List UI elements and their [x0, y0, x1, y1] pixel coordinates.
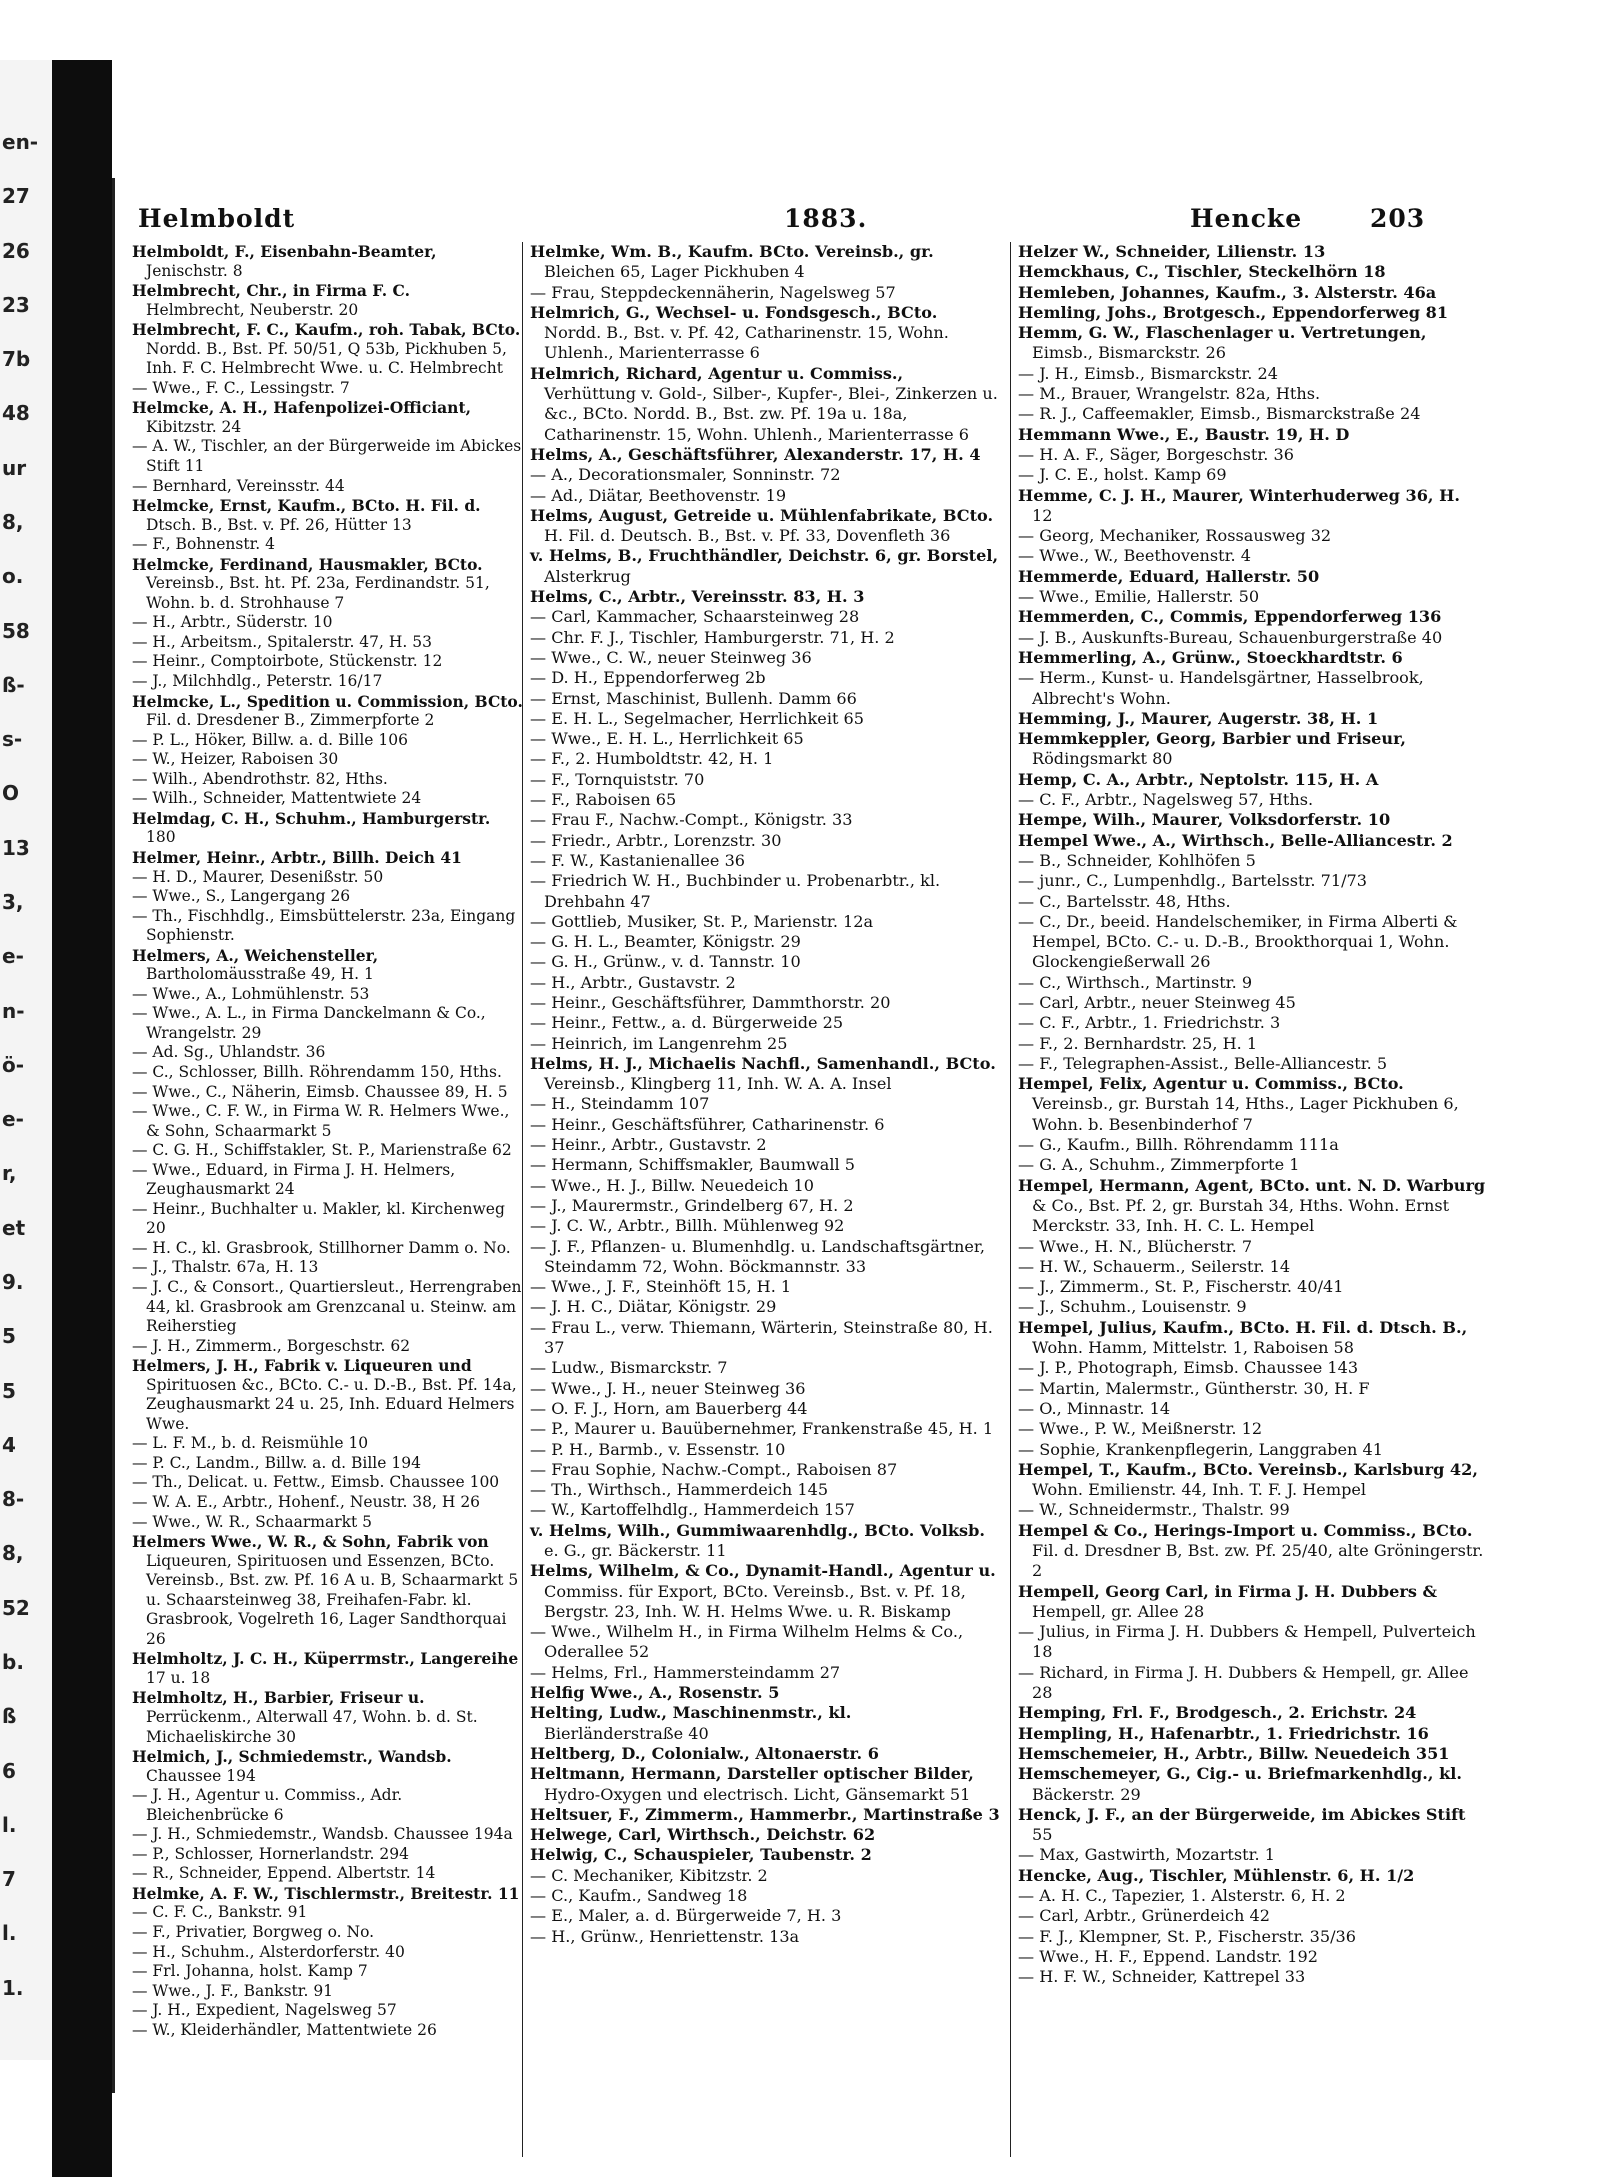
directory-entry: — W., Kleiderhändler, Mattentwiete 26 — [132, 2020, 437, 2039]
directory-entry: — W., Kartoffelhdlg., Hammerdeich 157 — [530, 1500, 855, 1520]
directory-entry: Helmbrecht, Chr., in Firma F. C. Helmbrecht, Neuberstr. 20 — [132, 281, 411, 319]
header-right-word: Hencke — [1190, 204, 1303, 233]
header-year: 1883. — [784, 204, 868, 233]
directory-entry: Helmrich, G., Wechsel- u. Fondsgesch., BCto. Nordd. B., Bst. v. Pf. 42, Catharinenstr. 15, Wohn. Uhlenh., Marienterrasse 6 — [530, 302, 949, 363]
directory-entry: — Wwe., A., Lohmühlenstr. 53 — [132, 984, 370, 1003]
previous-page-fragment: 8, — [2, 510, 24, 534]
directory-entry: — H., Arbtr., Gustavstr. 2 — [530, 972, 736, 992]
previous-page-fragment: s- — [2, 727, 23, 752]
previous-page-fragment: ö- — [2, 1052, 25, 1077]
directory-entry: Helmholtz, H., Barbier, Friseur u. Perrückenm., Alterwall 47, Wohn. b. d. St. Michaeliskirche 30 — [132, 1688, 478, 1746]
directory-entry: — C., Bartelsstr. 48, Hths. — [1018, 891, 1231, 911]
directory-entry: — F., Raboisen 65 — [530, 790, 677, 810]
page-left-rule — [112, 178, 115, 2093]
directory-entry: Helmers, J. H., Fabrik v. Liqueuren und Spirituosen &c., BCto. C.- u. D.-B., Bst. Pf. 14a, Zeughausmarkt 24 u. 25, Inh. Eduard Helmers Wwe. — [132, 1356, 517, 1433]
directory-entry: — Wwe., C., Näherin, Eimsb. Chaussee 89, H. 5 — [132, 1082, 508, 1101]
directory-entry: Heltmann, Hermann, Darsteller optischer Bilder, Hydro-Oxygen und electrisch. Licht, Gänsemarkt 51 — [530, 1764, 974, 1804]
directory-entry: — C. G. H., Schiffstakler, St. P., Marienstraße 62 — [132, 1141, 512, 1160]
directory-entry: — Wwe., A. L., in Firma Danckelmann & Co., Wrangelstr. 29 — [132, 1004, 486, 1042]
directory-entry: Hemp, C. A., Arbtr., Neptolstr. 115, H. A — [1018, 769, 1379, 789]
directory-entry: — F., Telegraphen-Assist., Belle-Alliancestr. 5 — [1018, 1053, 1388, 1073]
directory-entry: Hemmann Wwe., E., Baustr. 19, H. D — [1018, 424, 1350, 444]
directory-entry: — junr., C., Lumpenhdlg., Bartelsstr. 71/73 — [1018, 871, 1368, 891]
directory-entry: Helmke, Wm. B., Kaufm. BCto. Vereinsb., gr. Bleichen 65, Lager Pickhuben 4 — [530, 242, 934, 282]
directory-entry: — Wwe., C. F. W., in Firma W. R. Helmers Wwe., & Sohn, Schaarmarkt 5 — [132, 1102, 510, 1140]
directory-entry: — Wwe., Emilie, Hallerstr. 50 — [1018, 587, 1260, 607]
directory-entry: Hempling, H., Hafenarbtr., 1. Friedrichstr. 16 — [1018, 1723, 1429, 1743]
directory-entry: — Carl, Arbtr., Grünerdeich 42 — [1018, 1906, 1270, 1926]
previous-page-fragment: en- — [2, 130, 39, 154]
column-divider-2 — [1010, 242, 1011, 2157]
directory-entry: — Chr. F. J., Tischler, Hamburgerstr. 71, H. 2 — [530, 627, 895, 647]
directory-entry: Hemm, G. W., Flaschenlager u. Vertretungen, Eimsb., Bismarckstr. 26 — [1018, 323, 1427, 363]
directory-entry: — J., Schuhm., Louisenstr. 9 — [1018, 1297, 1247, 1317]
directory-entry: Helmbrecht, F. C., Kaufm., roh. Tabak, BCto. Nordd. B., Bst. Pf. 50/51, Q 53b, Pickhuben 5, Inh. F. C. Helmbrecht Wwe. u. C. Helmbrecht — [132, 320, 521, 378]
directory-entry: — Wwe., H. N., Blücherstr. 7 — [1018, 1236, 1253, 1256]
directory-entry: — Heinr., Buchhalter u. Makler, kl. Kirchenweg 20 — [132, 1199, 505, 1238]
directory-entry: — G. H., Grünw., v. d. Tannstr. 10 — [530, 952, 801, 972]
directory-entry: — Wwe., J. F., Steinhöft 15, H. 1 — [530, 1277, 792, 1297]
previous-page-fragment: 23 — [2, 292, 30, 317]
previous-page-fragment: ß — [2, 1704, 17, 1729]
directory-entry: — P., Schlosser, Hornerlandstr. 294 — [132, 1844, 409, 1863]
header-left-word: Helmboldt — [138, 204, 296, 233]
directory-entry: Hemmerden, C., Commis, Eppendorferweg 136 — [1018, 607, 1442, 627]
previous-page-fragment: 13 — [2, 835, 30, 860]
directory-entry: Hemling, Johs., Brotgesch., Eppendorferweg 81 — [1018, 302, 1449, 322]
directory-entry: — Wwe., Wilhelm H., in Firma Wilhelm Helms & Co., Oderallee 52 — [530, 1622, 964, 1662]
previous-page-fragment: 26 — [2, 238, 30, 263]
previous-page-fragment: et — [2, 1215, 26, 1240]
directory-entry: — A. H. C., Tapezier, 1. Alsterstr. 6, H. 2 — [1018, 1886, 1346, 1906]
directory-entry: — Wilh., Schneider, Mattentwiete 24 — [132, 789, 422, 808]
directory-entry: — C., Wirthsch., Martinstr. 9 — [1018, 972, 1253, 992]
directory-entry: Hempell, Georg Carl, in Firma J. H. Dubbers & Hempell, gr. Allee 28 — [1018, 1581, 1438, 1621]
directory-entry: Helms, Wilhelm, & Co., Dynamit-Handl., Agentur u. Commiss. für Export, BCto. Vereinsb., Bst. v. Pf. 18, Bergstr. 23, Inh. W. H. Helms Wwe. u. R. Biskamp — [530, 1561, 996, 1621]
directory-entry: — G. H. L., Beamter, Königstr. 29 — [530, 932, 801, 952]
directory-entry: — Wwe., H. F., Eppend. Landstr. 192 — [1018, 1946, 1318, 1966]
directory-entry: — J. H., Eimsb., Bismarckstr. 24 — [1018, 363, 1278, 383]
previous-page-fragment: r, — [2, 1161, 17, 1186]
directory-entry: — Wwe., Eduard, in Firma J. H. Helmers, Zeughausmarkt 24 — [132, 1160, 456, 1199]
directory-entry: — Friedr., Arbtr., Lorenzstr. 30 — [530, 830, 782, 850]
previous-page-fragment: ß- — [2, 672, 25, 697]
directory-entry: Hemping, Frl. F., Brodgesch., 2. Erichstr. 24 — [1018, 1703, 1417, 1723]
previous-page-fragment: O — [2, 781, 20, 806]
directory-entry: Helmers, A., Weichensteller, Bartholomäusstraße 49, H. 1 — [132, 945, 379, 984]
directory-entry: — Wwe., J. F., Bankstr. 91 — [132, 1981, 334, 2000]
directory-entry: Hemmerde, Eduard, Hallerstr. 50 — [1018, 566, 1320, 586]
previous-page-fragment: 58 — [2, 618, 30, 643]
directory-entry: — J. P., Photograph, Eimsb. Chaussee 143 — [1018, 1358, 1359, 1378]
directory-entry: — Heinr., Arbtr., Gustavstr. 2 — [530, 1135, 767, 1155]
directory-entry: Helmcke, L., Spedition u. Commission, BCto. Fil. d. Dresdener B., Zimmerpforte 2 — [132, 691, 523, 730]
directory-entry: Hencke, Aug., Tischler, Mühlenstr. 6, H. 1/2 — [1018, 1865, 1415, 1885]
directory-entry: — W., Heizer, Raboisen 30 — [132, 750, 339, 769]
previous-page-fragment: 9. — [2, 1270, 24, 1294]
directory-entry: — Helms, Frl., Hammersteindamm 27 — [530, 1662, 841, 1682]
previous-page-fragment: 1. — [2, 1975, 24, 2000]
directory-entry: — Wilh., Abendrothstr. 82, Hths. — [132, 769, 388, 788]
directory-entry: Helwege, Carl, Wirthsch., Deichstr. 62 — [530, 1825, 876, 1845]
directory-entry: Hemme, C. J. H., Maurer, Winterhuderweg 36, H. 12 — [1018, 485, 1460, 525]
directory-entry: — Frau, Steppdeckennäherin, Nagelsweg 57 — [530, 282, 896, 302]
directory-entry: — C. Mechaniker, Kibitzstr. 2 — [530, 1865, 768, 1885]
directory-entry: — Wwe., J. H., neuer Steinweg 36 — [530, 1378, 806, 1398]
directory-entry: — H. C., kl. Grasbrook, Stillhorner Damm o. No. — [132, 1238, 511, 1257]
directory-entry: — Wwe., S., Langergang 26 — [132, 887, 351, 906]
directory-entry: Helmboldt, F., Eisenbahn-Beamter, Jenischstr. 8 — [132, 242, 437, 280]
directory-entry: — P., Maurer u. Bauübernehmer, Frankenstraße 45, H. 1 — [530, 1419, 994, 1439]
directory-entry: — P. L., Höker, Billw. a. d. Bille 106 — [132, 730, 408, 749]
directory-entry: — Ad. Sg., Uhlandstr. 36 — [132, 1043, 326, 1062]
directory-entry: — J. F., Pflanzen- u. Blumenhdlg. u. Landschaftsgärtner, Steindamm 72, Wohn. Böckmannstr. 33 — [530, 1236, 985, 1276]
directory-entry: Hemckhaus, C., Tischler, Steckelhörn 18 — [1018, 262, 1386, 282]
directory-entry: — Ernst, Maschinist, Bullenh. Damm 66 — [530, 688, 857, 708]
directory-entry: — Ludw., Bismarckstr. 7 — [530, 1358, 728, 1378]
directory-entry: — J. C., & Consort., Quartiersleut., Herrengraben 44, kl. Grasbrook am Grenzcanal u. Steinw. am Reiherstieg — [132, 1277, 522, 1336]
directory-entry: — F. J., Klempner, St. P., Fischerstr. 35/36 — [1018, 1926, 1357, 1946]
directory-entry: — H. F. W., Schneider, Kattrepel 33 — [1018, 1967, 1306, 1987]
previous-page-fragment: l. — [2, 1921, 17, 1946]
directory-entry: Helms, C., Arbtr., Vereinsstr. 83, H. 3 — [530, 587, 865, 607]
directory-entry: — Gottlieb, Musiker, St. P., Marienstr. 12a — [530, 911, 874, 931]
directory-entry: — Heinr., Geschäftsführer, Catharinenstr. 6 — [530, 1114, 885, 1134]
directory-entry: — H., Arbeitsm., Spitalerstr. 47, H. 53 — [132, 632, 432, 651]
directory-entry: Hempel, T., Kaufm., BCto. Vereinsb., Karlsburg 42, Wohn. Emilienstr. 44, Inh. T. F. J. Hempel — [1018, 1459, 1478, 1500]
directory-entry: — Heinrich, im Langenrehm 25 — [530, 1033, 788, 1053]
directory-entry: — F., Bohnenstr. 4 — [132, 535, 275, 554]
previous-page-fragment: o. — [2, 564, 24, 589]
directory-entry: — C. F., Arbtr., Nagelsweg 57, Hths. — [1018, 790, 1314, 810]
column-1 — [132, 242, 524, 2040]
directory-entry: Helms, August, Getreide u. Mühlenfabrikate, BCto. H. Fil. d. Deutsch. B., Bst. v. Pf. 33, Dovenfleth 36 — [530, 505, 994, 546]
directory-entry: — H., Arbtr., Süderstr. 10 — [132, 613, 333, 632]
directory-entry: Hempe, Wilh., Maurer, Volksdorferstr. 10 — [1018, 810, 1391, 830]
directory-entry: — H. D., Maurer, Desenißstr. 50 — [132, 867, 384, 886]
directory-entry: Helwig, C., Schauspieler, Taubenstr. 2 — [530, 1845, 872, 1865]
directory-entry: — Carl, Kammacher, Schaarsteinweg 28 — [530, 607, 860, 627]
previous-page-fragment: e- — [2, 944, 24, 969]
directory-entry: — J., Milchhdlg., Peterstr. 16/17 — [132, 672, 383, 691]
directory-entry: Helms, H. J., Michaelis Nachfl., Samenhandl., BCto. Vereinsb., Klingberg 11, Inh. W. A. A. Insel — [530, 1053, 996, 1094]
previous-page-fragment: n- — [2, 998, 25, 1023]
directory-entry: — Julius, in Firma J. H. Dubbers & Hempell, Pulverteich 18 — [1018, 1622, 1476, 1662]
directory-entry: — Hermann, Schiffsmakler, Baumwall 5 — [530, 1155, 856, 1175]
directory-entry: — Heinr., Geschäftsführer, Dammthorstr. 20 — [530, 992, 891, 1012]
previous-page-fragment: 52 — [2, 1595, 30, 1620]
directory-entry: — F., 2. Humboldtstr. 42, H. 1 — [530, 749, 774, 769]
directory-entry: — F., 2. Bernhardstr. 25, H. 1 — [1018, 1033, 1258, 1053]
directory-entry: Helms, A., Geschäftsführer, Alexanderstr. 17, H. 4 — [530, 444, 981, 464]
directory-entry: — C. F., Arbtr., 1. Friedrichstr. 3 — [1018, 1013, 1281, 1033]
previous-page-fragment: 5 — [2, 1324, 16, 1349]
directory-entry: — P. H., Barmb., v. Essenstr. 10 — [530, 1439, 786, 1459]
directory-entry: — B., Schneider, Kohlhöfen 5 — [1018, 850, 1256, 870]
previous-page-fragment: 3, — [2, 890, 24, 914]
previous-page-fragment: 8, — [2, 1541, 24, 1566]
previous-page-fragment: 7 — [2, 1867, 16, 1892]
previous-page-fragment: 8- — [2, 1487, 25, 1512]
directory-entry: — R., Schneider, Eppend. Albertstr. 14 — [132, 1864, 436, 1883]
directory-entry: — Wwe., P. W., Meißnerstr. 12 — [1018, 1419, 1263, 1439]
directory-entry: — Carl, Arbtr., neuer Steinweg 45 — [1018, 992, 1296, 1012]
directory-entry: — P. C., Landm., Billw. a. d. Bille 194 — [132, 1453, 421, 1472]
directory-entry: — Herm., Kunst- u. Handelsgärtner, Hasselbrook, Albrecht's Wohn. — [1018, 668, 1424, 708]
directory-entry: — W., Schneidermstr., Thalstr. 99 — [1018, 1500, 1290, 1520]
book-spine — [52, 60, 112, 2177]
directory-entry: Hempel, Julius, Kaufm., BCto. H. Fil. d. Dtsch. B., Wohn. Hamm, Mittelstr. 1, Raboisen 58 — [1018, 1317, 1468, 1358]
directory-entry: — Wwe., H. J., Billw. Neuedeich 10 — [530, 1175, 815, 1195]
previous-page-fragment: b. — [2, 1650, 24, 1674]
directory-entry: — A., Decorationsmaler, Sonninstr. 72 — [530, 465, 841, 485]
directory-entry: — Wwe., W. R., Schaarmarkt 5 — [132, 1512, 373, 1531]
previous-page-fragment: ur — [2, 455, 27, 480]
directory-entry: Helting, Ludw., Maschinenmstr., kl. Bierländerstraße 40 — [530, 1703, 852, 1743]
directory-entry: Helmich, J., Schmiedemstr., Wandsb. Chaussee 194 — [132, 1747, 452, 1785]
directory-entry: — E. H. L., Segelmacher, Herrlichkeit 65 — [530, 708, 865, 728]
directory-entry: Helmholtz, J. C. H., Küperrmstr., Langereihe 17 u. 18 — [132, 1649, 519, 1687]
directory-entry: Helmrich, Richard, Agentur u. Commiss., Verhüttung v. Gold-, Silber-, Kupfer-, Blei-, Zinkerzen u. &c., BCto. Nordd. B., Bst. zw. Pf. 19a u. 18a, Catharinenstr. 15, Wohn. Uhlenh., Marienterrasse 6 — [530, 363, 998, 444]
directory-entry: — Frau L., verw. Thiemann, Wärterin, Steinstraße 80, H. 37 — [530, 1317, 993, 1358]
directory-entry: Hemschemeier, H., Arbtr., Billw. Neuedeich 351 — [1018, 1743, 1450, 1763]
directory-entry: — J. H., Schmiedemstr., Wandsb. Chaussee 194a — [132, 1825, 513, 1844]
directory-entry: — G., Kaufm., Billh. Röhrendamm 111a — [1018, 1135, 1339, 1155]
directory-entry: — J. C. E., holst. Kamp 69 — [1018, 465, 1227, 485]
directory-entry: Helmcke, A. H., Hafenpolizei-Officiant, Kibitzstr. 24 — [132, 398, 472, 436]
previous-page-fragment: e- — [2, 1107, 24, 1132]
page-header — [118, 204, 1500, 236]
directory-entry: — Georg, Mechaniker, Rossausweg 32 — [1018, 526, 1332, 546]
directory-entry: — F. W., Kastanienallee 36 — [530, 850, 746, 870]
directory-entry: — H., Schuhm., Alsterdorferstr. 40 — [132, 1942, 405, 1961]
directory-entry: Helmdag, C. H., Schuhm., Hamburgerstr. 180 — [132, 808, 491, 847]
directory-entry: — J. H. C., Diätar, Königstr. 29 — [530, 1297, 777, 1317]
directory-entry: Helfig Wwe., A., Rosenstr. 5 — [530, 1683, 780, 1703]
directory-entry: — C., Schlosser, Billh. Röhrendamm 150, Hths. — [132, 1062, 502, 1081]
previous-page-fragment: 7b — [2, 347, 31, 372]
directory-entry: — Wwe., F. C., Lessingstr. 7 — [132, 378, 350, 397]
directory-entry: — Max, Gastwirth, Mozartstr. 1 — [1018, 1845, 1275, 1865]
directory-entry: Helmcke, Ernst, Kaufm., BCto. H. Fil. d. Dtsch. B., Bst. v. Pf. 26, Hütter 13 — [132, 496, 481, 534]
directory-entry: — J. H., Expedient, Nagelsweg 57 — [132, 2001, 397, 2020]
previous-page-edge — [0, 60, 52, 2060]
directory-entry: Helmcke, Ferdinand, Hausmakler, BCto. Vereinsb., Bst. ht. Pf. 23a, Ferdinandstr. 51, Wohn. b. d. Strohhause 7 — [132, 554, 490, 612]
directory-entry: — Th., Delicat. u. Fettw., Eimsb. Chaussee 100 — [132, 1473, 500, 1492]
directory-entry: Hempel & Co., Herings-Import u. Commiss., BCto. Fil. d. Dresdner B, Bst. zw. Pf. 25/40, alte Gröningerstr. 2 — [1018, 1520, 1484, 1581]
previous-page-fragment: l. — [2, 1812, 17, 1837]
directory-entry: — A. W., Tischler, an der Bürgerweide im Abickes Stift 11 — [132, 437, 522, 476]
directory-entry: — D. H., Eppendorferweg 2b — [530, 668, 766, 688]
directory-entry: — Frl. Johanna, holst. Kamp 7 — [132, 1962, 368, 1981]
directory-entry: — J., Maurermstr., Grindelberg 67, H. 2 — [530, 1195, 854, 1215]
directory-entry: — H., Grünw., Henriettenstr. 13a — [530, 1926, 800, 1946]
directory-entry: — Heinr., Comptoirbote, Stückenstr. 12 — [132, 652, 443, 671]
directory-entry: Hempel, Hermann, Agent, BCto. unt. N. D. Warburg & Co., Bst. Pf. 2, gr. Burstah 34, Hths. Wohn. Ernst Merckstr. 33, Inh. H. C. L. Hempel — [1018, 1175, 1486, 1236]
directory-entry: Heltsuer, F., Zimmerm., Hammerbr., Martinstraße 3 — [530, 1804, 1000, 1824]
directory-entry: — Wwe., E. H. L., Herrlichkeit 65 — [530, 729, 804, 749]
directory-entry: — G. A., Schuhm., Zimmerpforte 1 — [1018, 1155, 1300, 1175]
directory-entry: — R. J., Caffeemakler, Eimsb., Bismarckstraße 24 — [1018, 404, 1421, 424]
page-number: 203 — [1370, 204, 1426, 233]
directory-entry: v. Helms, B., Fruchthändler, Deichstr. 6, gr. Borstel, Alsterkrug — [530, 546, 999, 586]
previous-page-fragment: 5 — [2, 1378, 16, 1403]
directory-entry: — L. F. M., b. d. Reismühle 10 — [132, 1434, 369, 1453]
directory-entry: — H. W., Schauerm., Seilerstr. 14 — [1018, 1256, 1291, 1276]
directory-entry: — Martin, Malermstr., Güntherstr. 30, H. F — [1018, 1378, 1370, 1398]
directory-entry: — J. C. W., Arbtr., Billh. Mühlenweg 92 — [530, 1216, 845, 1236]
directory-entry: Hemleben, Johannes, Kaufm., 3. Alsterstr. 46a — [1018, 282, 1437, 302]
directory-entry: Hemmkeppler, Georg, Barbier und Friseur, Rödingsmarkt 80 — [1018, 729, 1407, 769]
directory-entry: — H. A. F., Säger, Borgeschstr. 36 — [1018, 444, 1294, 464]
directory-entry: — Frau F., Nachw.-Compt., Königstr. 33 — [530, 810, 853, 830]
directory-entry: Hemschemeyer, G., Cig.- u. Briefmarkenhdlg., kl. Bäckerstr. 29 — [1018, 1764, 1462, 1804]
directory-entry: — M., Brauer, Wrangelstr. 82a, Hths. — [1018, 384, 1321, 404]
directory-entry: — Th., Wirthsch., Hammerdeich 145 — [530, 1480, 829, 1500]
directory-entry: Hempel, Felix, Agentur u. Commiss., BCto. Vereinsb., gr. Burstah 14, Hths., Lager Pickhuben 6, Wohn. b. Besenbinderhof 7 — [1018, 1074, 1459, 1134]
directory-entry: Helzer W., Schneider, Lilienstr. 13 — [1018, 242, 1326, 261]
directory-entry: — H., Steindamm 107 — [530, 1094, 710, 1114]
directory-entry: Henck, J. F., an der Bürgerweide, im Abickes Stift 55 — [1018, 1804, 1466, 1845]
directory-entry: — Richard, in Firma J. H. Dubbers & Hempell, gr. Allee 28 — [1018, 1662, 1469, 1703]
directory-entry: — F., Privatier, Borgweg o. No. — [132, 1923, 375, 1942]
directory-entry: Helmers Wwe., W. R., & Sohn, Fabrik von Liqueuren, Spirituosen und Essenzen, BCto. Vereinsb., Bst. zw. Pf. 16 A u. B, Schaarmarkt 5 u. Schaarsteinweg 38, Freihafen-Fabr. kl. Grasbrook, Vogelreth 16, Lager Sandthorquai 26 — [132, 1532, 519, 1648]
directory-entry: — Wwe., C. W., neuer Steinweg 36 — [530, 647, 812, 667]
previous-page-fragment: 27 — [2, 184, 30, 209]
directory-entry: Helmke, A. F. W., Tischlermstr., Breitestr. 11 — [132, 1883, 520, 1903]
directory-entry: — Th., Fischhdlg., Eimsbüttelerstr. 23a, Eingang Sophienstr. — [132, 906, 516, 945]
directory-entry: Hempel Wwe., A., Wirthsch., Belle-Alliancestr. 2 — [1018, 830, 1453, 850]
directory-entry: — J., Thalstr. 67a, H. 13 — [132, 1258, 319, 1277]
previous-page-fragment: 4 — [2, 1432, 16, 1457]
directory-entry: — W. A. E., Arbtr., Hohenf., Neustr. 38, H 26 — [132, 1493, 481, 1511]
directory-entry: Helmer, Heinr., Arbtr., Billh. Deich 41 — [132, 847, 462, 867]
directory-entry: Heltberg, D., Colonialw., Altonaerstr. 6 — [530, 1743, 879, 1763]
directory-entry: — J., Zimmerm., St. P., Fischerstr. 40/41 — [1018, 1277, 1344, 1297]
directory-entry: — C. F. C., Bankstr. 91 — [132, 1903, 308, 1922]
directory-entry: — J. H., Zimmerm., Borgeschstr. 62 — [132, 1336, 411, 1355]
directory-entry: — E., Maler, a. d. Bürgerweide 7, H. 3 — [530, 1906, 842, 1926]
directory-entry: — O., Minnastr. 14 — [1018, 1398, 1171, 1418]
directory-entry: — Friedrich W. H., Buchbinder u. Probenarbtr., kl. Drehbahn 47 — [530, 871, 941, 911]
column-3 — [1018, 242, 1486, 1988]
directory-entry: — C., Dr., beeid. Handelschemiker, in Firma Alberti & Hempel, BCto. C.- u. D.-B., Brookthorquai 1, Wohn. Glockengießerwall 26 — [1018, 911, 1458, 972]
directory-entry: v. Helms, Wilh., Gummiwaarenhdlg., BCto. Volksb. e. G., gr. Bäckerstr. 11 — [530, 1520, 985, 1560]
directory-entry: — J. H., Agentur u. Commiss., Adr. Bleichenbrücke 6 — [132, 1786, 403, 1824]
directory-entry: — J. B., Auskunfts-Bureau, Schauenburgerstraße 40 — [1018, 627, 1443, 647]
column-2 — [530, 242, 1002, 1947]
directory-entry: — C., Kaufm., Sandweg 18 — [530, 1886, 748, 1906]
directory-page — [118, 178, 1500, 2148]
directory-entry: — Heinr., Fettw., a. d. Bürgerweide 25 — [530, 1013, 844, 1033]
directory-entry: Hemmerling, A., Grünw., Stoeckhardtstr. 6 — [1018, 647, 1403, 667]
directory-entry: — Bernhard, Vereinsstr. 44 — [132, 476, 345, 495]
directory-entry: Hemming, J., Maurer, Augerstr. 38, H. 1 — [1018, 708, 1379, 728]
previous-page-fragment: 48 — [2, 401, 30, 426]
directory-entry: — Wwe., W., Beethovenstr. 4 — [1018, 546, 1251, 566]
previous-page-fragment: 6 — [2, 1758, 16, 1783]
directory-entry: — F., Tornquiststr. 70 — [530, 769, 705, 789]
directory-entry: — Sophie, Krankenpflegerin, Langgraben 41 — [1018, 1439, 1383, 1459]
directory-entry: — Ad., Diätar, Beethovenstr. 19 — [530, 485, 787, 505]
directory-entry: — Frau Sophie, Nachw.-Compt., Raboisen 87 — [530, 1459, 898, 1479]
directory-entry: — O. F. J., Horn, am Bauerberg 44 — [530, 1398, 808, 1418]
